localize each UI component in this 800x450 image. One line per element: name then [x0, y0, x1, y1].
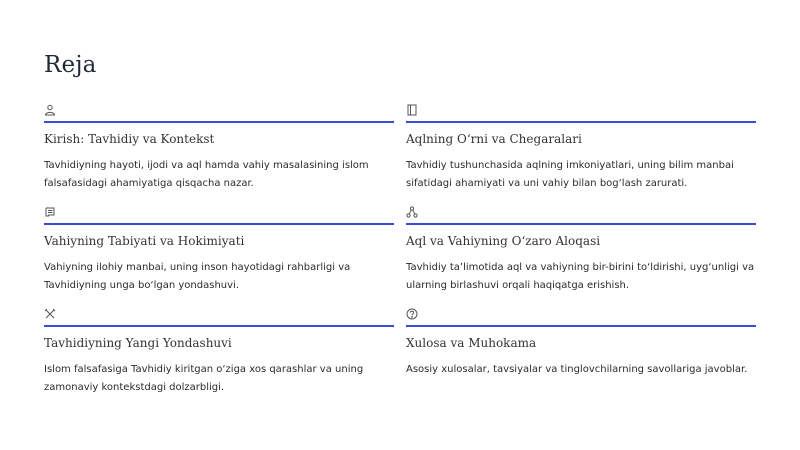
book-icon — [406, 104, 418, 116]
card-title: Xulosa va Muhokama — [406, 336, 537, 350]
agenda-card — [406, 308, 756, 410]
agenda-card — [44, 308, 394, 410]
card-divider — [44, 223, 394, 225]
card-divider — [406, 121, 756, 123]
card-title: Vahiyning Tabiyati va Hokimiyati — [44, 234, 245, 248]
question-icon — [406, 308, 418, 320]
card-title: Kirish: Tavhidiy va Kontekst — [44, 132, 215, 146]
card-title: Aqlning O‘rni va Chegaralari — [406, 132, 582, 146]
card-description: Tavhidiy tushunchasida aqlning imkoniyatlari, uning bilim manbai sifatidagi ahamiyati va uni vahiy bilan bog‘lash zarurati. — [406, 160, 734, 189]
scroll-icon — [44, 206, 56, 218]
card-title: Aql va Vahiyning O‘zaro Aloqasi — [406, 234, 601, 248]
network-icon — [406, 206, 418, 218]
card-description: Asosiy xulosalar, tavsiyalar va tinglovchilarning savollariga javoblar. — [406, 364, 748, 375]
card-title: Tavhidiyning Yangi Yondashuvi — [44, 336, 232, 350]
card-description: Islom falsafasiga Tavhidiy kiritgan o‘ziga xos qarashlar va uning zamonaviy kontekstdagi dolzarbligi. — [44, 364, 364, 393]
agenda-card — [406, 206, 756, 308]
card-description: Tavhidiy ta’limotida aql va vahiyning bir-birini to‘ldirishi, uyg‘unligi va ularning birlashuvi orqali haqiqatga erishish. — [406, 262, 755, 291]
tools-icon — [44, 308, 56, 320]
page-title: Reja — [44, 52, 97, 78]
agenda-card — [44, 206, 394, 308]
card-divider — [406, 223, 756, 225]
person-icon — [44, 104, 56, 116]
card-divider — [406, 325, 756, 327]
card-description: Vahiyning ilohiy manbai, uning inson hayotidagi rahbarligi va Tavhidiyning unga bo‘lgan yondashuvi. — [44, 262, 351, 291]
card-divider — [44, 121, 394, 123]
card-divider — [44, 325, 394, 327]
agenda-grid — [44, 104, 756, 410]
agenda-card — [44, 104, 394, 206]
card-description: Tavhidiyning hayoti, ijodi va aql hamda vahiy masalasining islom falsafasidagi ahamiyatiga qisqacha nazar. — [44, 160, 369, 189]
agenda-card — [406, 104, 756, 206]
